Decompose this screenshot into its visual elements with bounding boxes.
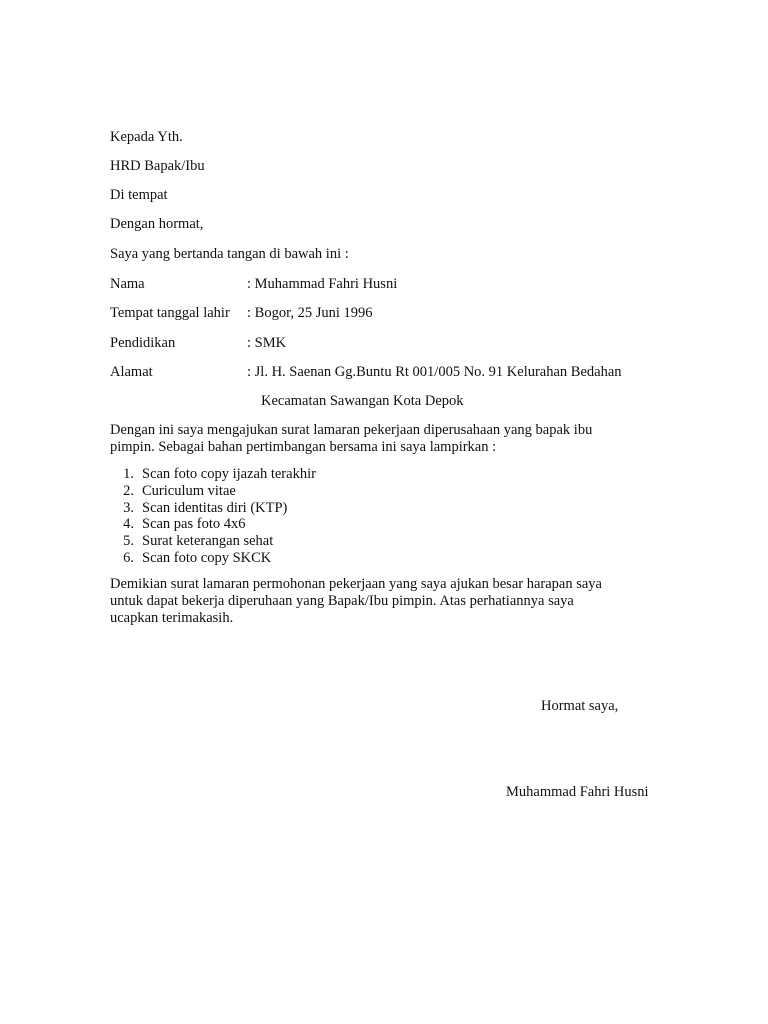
paragraph-line: pimpin. Sebagai bahan pertimbangan bersama ini saya lampirkan :	[110, 439, 497, 455]
closing-salutation: Hormat saya,	[541, 698, 619, 714]
list-number: 2.	[123, 482, 134, 499]
paragraph-line: Dengan ini saya mengajukan surat lamaran pekerjaan diperusahaan yang bapak ibu	[110, 422, 593, 438]
signature-name: Muhammad Fahri Husni	[506, 784, 649, 800]
list-number: 4.	[123, 516, 134, 533]
list-number: 3.	[123, 499, 134, 516]
list-text: Scan foto copy ijazah terakhir	[142, 466, 316, 482]
paragraph-line: Demikian surat lamaran permohonan pekerjaan yang saya ajukan besar harapan saya	[110, 576, 602, 592]
field-nama	[110, 275, 397, 293]
list-number: 5.	[123, 533, 134, 550]
field-ttl	[110, 304, 373, 322]
list-text: Surat keterangan sehat	[142, 533, 274, 550]
field-value: : Muhammad Fahri Husni	[247, 276, 398, 292]
field-value: : SMK	[247, 335, 287, 351]
greeting: Dengan hormat,	[110, 216, 204, 232]
list-item	[110, 533, 316, 550]
field-label: Alamat	[110, 364, 153, 380]
recipient-line-1: Kepada Yth.	[110, 129, 183, 145]
list-item	[110, 500, 316, 517]
list-item	[110, 466, 316, 483]
list-item	[110, 516, 316, 533]
field-alamat	[110, 363, 622, 381]
recipient-line-2: HRD Bapak/Ibu	[110, 158, 205, 174]
list-text: Scan identitas diri (KTP)	[142, 499, 288, 516]
field-label: Nama	[110, 276, 145, 292]
list-text: Scan foto copy SKCK	[142, 549, 272, 566]
paragraph-intro	[110, 422, 670, 456]
attachment-list	[110, 466, 316, 567]
list-number: 1.	[123, 466, 134, 482]
field-pendidikan	[110, 334, 286, 352]
field-value: : Bogor, 25 Juni 1996	[247, 305, 373, 321]
list-item	[110, 550, 316, 567]
intro-line: Saya yang bertanda tangan di bawah ini :	[110, 246, 349, 262]
paragraph-closing	[110, 576, 670, 627]
field-label: Tempat tanggal lahir	[110, 305, 230, 321]
paragraph-line: untuk dapat bekerja diperuhaan yang Bapak/Ibu pimpin. Atas perhatiannya saya	[110, 593, 574, 609]
field-label: Pendidikan	[110, 335, 176, 351]
paragraph-line: ucapkan terimakasih.	[110, 610, 234, 626]
list-text: Scan pas foto 4x6	[142, 516, 246, 533]
field-value: : Jl. H. Saenan Gg.Buntu Rt 001/005 No. 91 Kelurahan Bedahan	[247, 364, 622, 380]
list-text: Curiculum vitae	[142, 482, 236, 499]
list-number: 6.	[123, 549, 134, 566]
list-item	[110, 483, 316, 500]
address-continuation: Kecamatan Sawangan Kota Depok	[261, 393, 464, 409]
recipient-line-3: Di tempat	[110, 187, 168, 203]
